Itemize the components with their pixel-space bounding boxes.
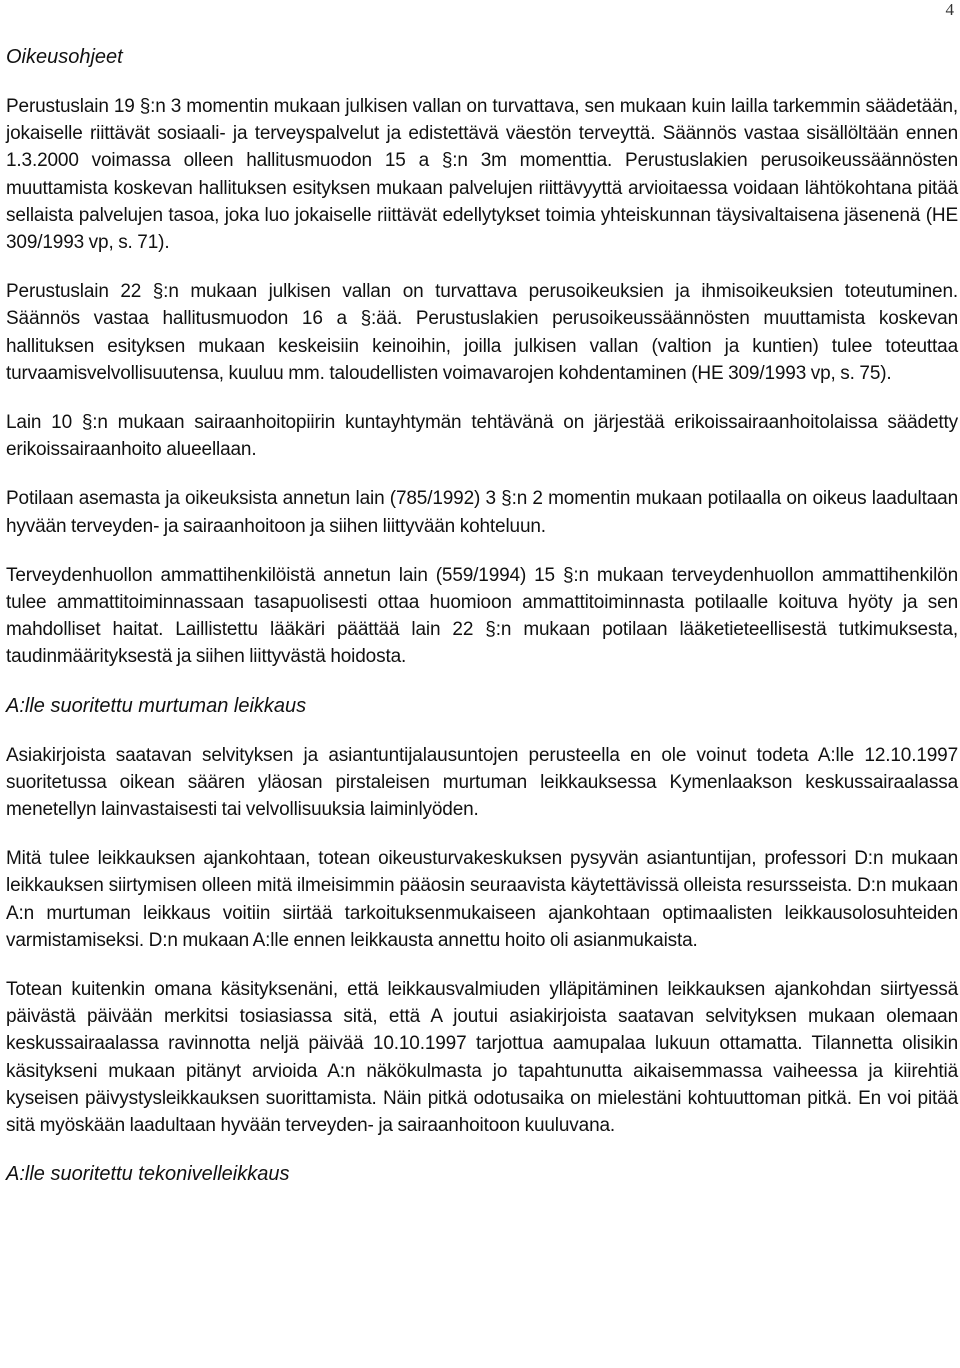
paragraph: Totean kuitenkin omana käsityksenäni, että leikkausvalmiuden ylläpitäminen leikkauksen ajankohdan siirtyessä päivästä päivään merkitsi tosiasiassa sitä, että A joutui asiakirjoista saatavan selvityksen mukaan olemaan keskussairaalassa ravinnotta neljä päivää 10.10.1997 tarjottua aamupalaa lukuun ottamatta. Tilannetta olisikin käsitykseni mukaan pitänyt arvioida A:n näkökulmasta jo tapahtunutta aikaisemmassa vaiheessa ja kiirehtiä kyseisen päivystysleikkauksen suorittamista. Näin pitkä odotusaika on mielestäni kohtuuttoman pitkä. En voi pitää sitä myöskään laadultaan hyvään terveyden- ja sairaanhoitoon kuuluvana.: [6, 979, 958, 1137]
paragraph: Lain 10 §:n mukaan sairaanhoitopiirin kuntayhtymän tehtävänä on järjestää erikoissairaanhoitolaissa säädetty erikoissairaanhoito alueellaan.: [6, 412, 958, 461]
document-body: [6, 44, 958, 1210]
paragraph: Potilaan asemasta ja oikeuksista annetun lain (785/1992) 3 §:n 2 momentin mukaan potilaalla on oikeus laadultaan hyvään terveyden- ja sairaanhoitoon ja siihen liittyvään kohteluun.: [6, 488, 958, 537]
paragraph: Asiakirjoista saatavan selvityksen ja asiantuntijalausuntojen perusteella en ole voinut todeta A:lle 12.10.1997 suoritetussa oikean säären yläosan pirstaleisen murtuman leikkauksessa Kymenlaakson keskussairaalassa menetellyn lainvastaisesti tai velvollisuuksia laiminlyöden.: [6, 744, 958, 821]
paragraph: Perustuslain 22 §:n mukaan julkisen vallan on turvattava perusoikeuksien ja ihmisoikeuksien toteutuminen. Säännös vastaa hallitusmuodon 16 a §:ää. Perustuslakien perusoikeussäännösten muuttamista koskevan hallituksen esityksen mukaan keskeisiin keinoihin, joilla julkisen vallan (valtion ja kuntien) tulee toteuttaa turvaamisvelvollisuutensa, kuuluu mm. taloudellisten voimavarojen kohdentaminen (HE 309/1993 vp, s. 75).: [6, 281, 958, 384]
section-heading: A:lle suoritettu murtuman leikkaus: [6, 694, 307, 717]
paragraph: Mitä tulee leikkauksen ajankohtaan, totean oikeusturvakeskuksen pysyvän asiantuntijan, professori D:n mukaan leikkauksen siirtymisen olleen mitä ilmeisimmin pääosin seuraavista käytettävissä olleista resursseista. D:n mukaan A:n murtuman leikkaus voitiin siirtää tarkoituksenmukaiseen ajankohtaan optimaalisten leikkausolosuhteiden varmistamiseksi. D:n mukaan A:lle ennen leikkausta annettu hoito oli asianmukaista.: [6, 848, 958, 951]
paragraph: Perustuslain 19 §:n 3 momentin mukaan julkisen vallan on turvattava, sen mukaan kuin lailla tarkemmin säädetään, jokaiselle riittävät sosiaali- ja terveyspalvelut ja edistettävä väestön terveyttä. Säännös vastaa sisällöltään ennen 1.3.2000 voimassa olleen hallitusmuodon 15 a §:n 3m momenttia. Perustuslakien perusoikeussäännösten muuttamista koskevan hallituksen esityksen mukaan palvelujen riittävyyttä arvioitaessa voidaan lähtökohtana pitää sellaista palvelujen tasoa, joka luo jokaiselle riittävät edellytykset toimia yhteiskunnan täysivaltaisena jäsenenä (HE 309/1993 vp, s. 71).: [6, 96, 958, 254]
paragraph: Terveydenhuollon ammattihenkilöistä annetun lain (559/1994) 15 §:n mukaan terveydenhuollon ammattihenkilön tulee ammattitoiminnassaan tasapuolisesti ottaa huomioon ammattitoiminnasta potilaalle koituva hyöty ja sen mahdolliset haitat. Laillistettu lääkäri päättää lain 22 §:n mukaan potilaan lääketieteellisestä tutkimuksesta, taudinmäärityksestä ja siihen liittyvästä hoidosta.: [6, 564, 958, 668]
page-number: 4: [945, 0, 954, 19]
section-heading: A:lle suoritettu tekonivelleikkaus: [6, 1163, 290, 1186]
section-heading: Oikeusohjeet: [6, 46, 123, 68]
